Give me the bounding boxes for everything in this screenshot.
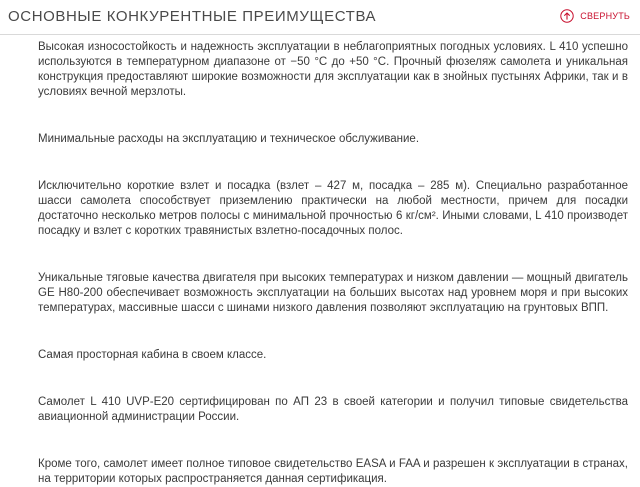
- paragraph-maintenance: Минимальные расходы на эксплуатацию и техническое обслуживание.: [38, 133, 420, 145]
- advantages-list: [38, 40, 628, 487]
- section-header: [0, 0, 640, 35]
- collapse-label: СВЕРНУТЬ: [580, 11, 630, 21]
- paragraph-engine: Уникальные тяговые качества двигателя при высоких температурах и низком давлении — мощный двигатель GE H80-200 обеспечивает возможность эксплуатации на больших высотах над уровнем моря и при высоких температурах, массивные шасси с шинами низкого давления позволяют эксплуатацию на грунтовых ВПП.: [38, 272, 628, 314]
- section-title: ОСНОВНЫЕ КОНКУРЕНТНЫЕ ПРЕИМУЩЕСТВА: [8, 8, 377, 25]
- paragraph-certification-easa-faa: Кроме того, самолет имеет полное типовое свидетельство EASA и FAA и разрешен к эксплуатации в странах, на территории которых распространяется данная сертификация.: [38, 458, 628, 485]
- paragraph-takeoff-landing: Исключительно короткие взлет и посадка (взлет – 427 м, посадка – 285 м). Специально разработанное шасси самолета способствует приземлению практически на любой местности, причем для посадки достаточно несколько метров полосы с минимальной прочностью 6 кг/см². Иными словами, L 410 производет посадку и взлет с коротких травянистых взлетно-посадочных полос.: [38, 180, 628, 237]
- collapse-button[interactable]: [560, 9, 630, 23]
- paragraph-durability: Высокая износостойкость и надежность эксплуатации в неблагоприятных погодных условиях. L 410 успешно используются в температурном диапазоне от −50 °С до +50 °С. Прочный фюзеляж самолета и уникальная конструкция предоставляют широкие возможности для эксплуатации как в знойных пустынях Африки, так и в условиях вечной мерзлоты.: [38, 41, 628, 98]
- paragraph-cabin: Самая просторная кабина в своем классе.: [38, 349, 267, 361]
- arrow-up-circle-icon: [560, 9, 574, 23]
- paragraph-certification-russia: Самолет L 410 UVP-E20 сертифицирован по АП 23 в своей категории и получил типовые свидетельства авиационной администрации России.: [38, 396, 628, 423]
